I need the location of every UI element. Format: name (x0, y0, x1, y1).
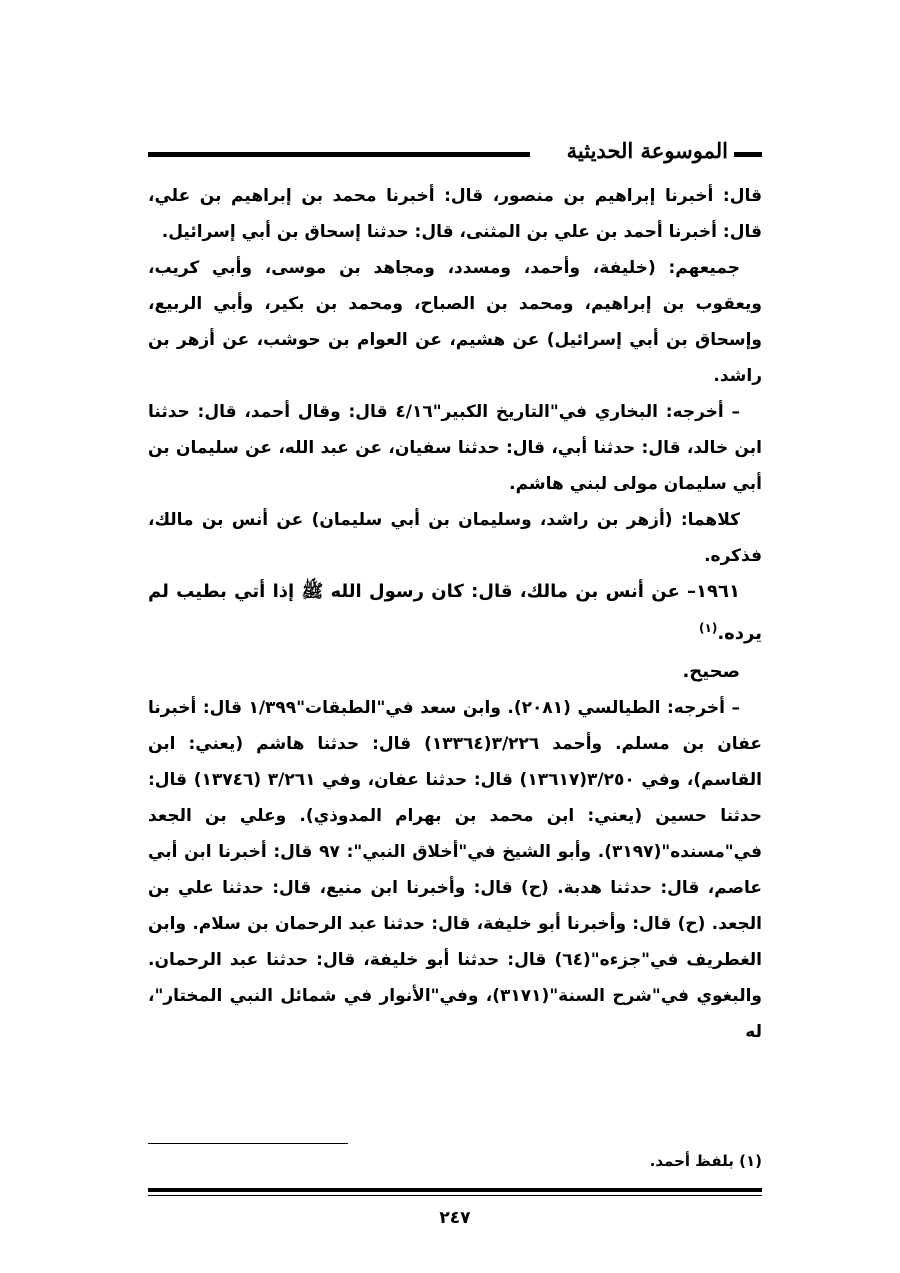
hadith-text (148, 574, 762, 652)
footnote-separator (148, 1143, 348, 1144)
takhrij-bukhari-paragraph: – أخرجه: البخاري في"التاريخ الكبير"٤/١٦ قال: وقال أحمد، قال: حدثنا ابن خالد، قال: حدثنا أبي، قال: حدثنا سفيان، عن عبد الله، عن سليمان بن أبي سليمان مولى لبني هاشم. (148, 402, 762, 494)
footnote-reference: (١) (699, 621, 718, 635)
footnote: (١) بلفظ أحمد. (649, 1152, 762, 1170)
page-number: ٢٤٧ (439, 1208, 471, 1228)
chain-summary-paragraph: كلاهما: (أزهر بن راشد، وسليمان بن أبي سليمان) عن أنس بن مالك، فذكره. (148, 510, 762, 566)
page-body (148, 178, 762, 1050)
header-rule-right (734, 152, 762, 157)
hadith-body: ١٩٦١– عن أنس بن مالك، قال: كان رسول الله ﷺ إذا أتي بطيب لم يرده. (148, 581, 762, 644)
hadith-grade: صحيح. (682, 661, 740, 682)
document-page (148, 0, 762, 1273)
chain-paragraph-2: جميعهم: (خليفة، وأحمد، ومسدد، ومجاهد بن موسى، وأبي كريب، ويعقوب بن إبراهيم، ومحمد بن الصباح، ومحمد بن بكير، وأبي الربيع، وإسحاق بن أبي إسرائيل) عن هشيم، عن العوام بن حوشب، عن أزهر بن راشد. (148, 258, 762, 386)
chain-paragraph-1: قال: أخبرنا إبراهيم بن منصور، قال: أخبرنا محمد بن إبراهيم بن علي، قال: أخبرنا أحمد بن علي بن المثنى، قال: حدثنا إسحاق بن أبي إسرائيل. (148, 186, 762, 242)
footer-rule-thin (148, 1195, 762, 1196)
book-title: الموسوعة الحديثية (566, 138, 728, 163)
header-rule-left (148, 152, 530, 157)
footer-rule-thick (148, 1188, 762, 1192)
running-header (148, 136, 762, 166)
takhrij-paragraph: – أخرجه: الطيالسي (٢٠٨١). وابن سعد في"الطبقات"١/٣٩٩ قال: أخبرنا عفان بن مسلم. وأحمد ٣/٢٢٦(١٣٣٦٤) قال: حدثنا هاشم (يعني: ابن القاسم)، وفي ٣/٢٥٠(١٣٦١٧) قال: حدثنا عفان، وفي ٣/٢٦١ (١٣٧٤٦) قال: حدثنا حسين (يعني: ابن محمد بن بهرام المدوذي). وعلي بن الجعد في"مسنده"(٣١٩٧). وأبو الشيخ في"أخلاق النبي": ٩٧ قال: أخبرنا ابن أبي عاصم، قال: حدثنا هدبة. (ح) قال: وأخبرنا ابن منيع، قال: حدثنا علي بن الجعد. (ح) قال: وأخبرنا أبو خليفة، قال: حدثنا عبد الرحمان بن سلام. وابن الغطريف في"جزءه"(٦٤) قال: حدثنا أبو خليفة، قال: حدثنا عبد الرحمان. والبغوي في"شرح السنة"(٣١٧١)، وفي"الأنوار في شمائل النبي المختار"، له (148, 698, 763, 1042)
